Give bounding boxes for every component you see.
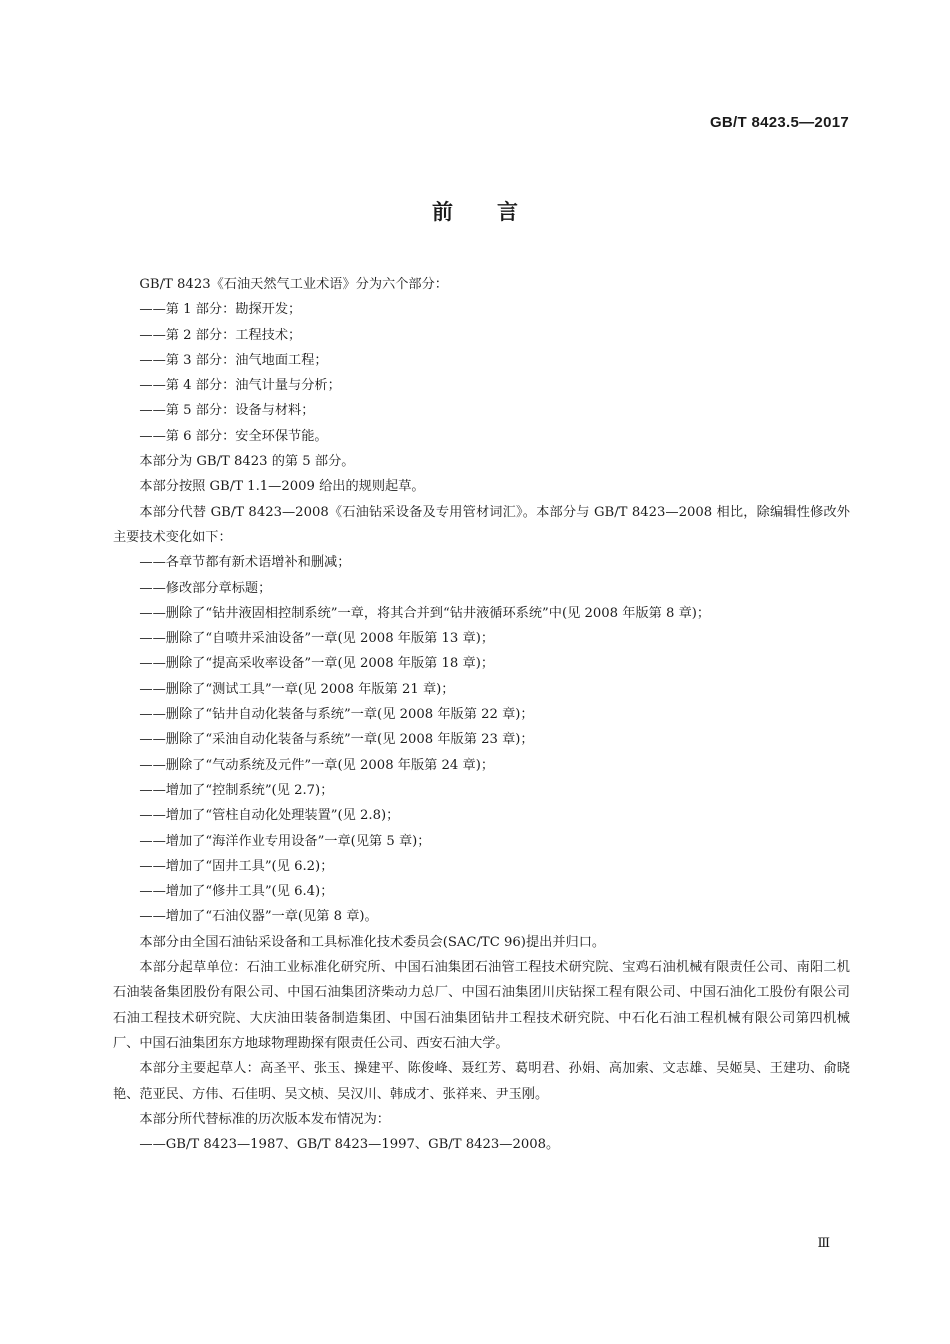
list-item: ——修改部分章标题；	[139, 580, 272, 596]
standard-code: GB/T 8423.5—2017	[709, 114, 849, 131]
list-item: ——删除了“气动系统及元件”一章(见 2008 年版第 24 章)；	[139, 757, 495, 773]
list-item: ——增加了“石油仪器”一章(见第 8 章)。	[139, 909, 378, 925]
list-item: ——各章节都有新术语增补和删减；	[139, 555, 351, 571]
list-item: ——第 2 部分：工程技术；	[139, 327, 302, 343]
list-item: ——GB/T 8423—1987、GB/T 8423—1997、GB/T 8423—2008。	[139, 1137, 560, 1153]
list-item: ——删除了“测试工具”一章(见 2008 年版第 21 章)；	[139, 681, 455, 697]
page-title: 前言	[432, 200, 562, 224]
paragraph: 本部分所代替标准的历次版本发布情况为：	[139, 1111, 390, 1127]
paragraph: 本部分起草单位：石油工业标准化研究所、中国石油集团石油管工程技术研究院、宝鸡石油机械有限责任公司、南阳二机石油装备集团股份有限公司、中国石油集团济柴动力总厂、中国石油集团川庆钻探工程有限公司、中国石油化工股份有限公司石油工程技术研究院、大庆油田装备制造集团、中国石油集团钻井工程技术研究院、中石化石油工程机械有限公司第四机械厂、中国石油集团东方地球物理勘探有限责任公司、西安石油大学。	[113, 960, 850, 1051]
list-item: ——增加了“海洋作业专用设备”一章(见第 5 章)；	[139, 833, 431, 849]
list-item: ——第 3 部分：油气地面工程；	[139, 352, 328, 368]
list-item: ——增加了“修井工具”(见 6.4)；	[139, 884, 334, 900]
list-item: ——增加了“控制系统”(见 2.7)；	[139, 782, 334, 798]
list-item: ——增加了“管柱自动化处理装置”(见 2.8)；	[139, 808, 400, 824]
list-item: ——第 5 部分：设备与材料；	[139, 403, 315, 419]
list-item: ——第 6 部分：安全环保节能。	[139, 428, 328, 444]
paragraph: 本部分代替 GB/T 8423—2008《石油钻采设备及专用管材词汇》。本部分与 GB/T 8423—2008 相比，除编辑性修改外主要技术变化如下：	[113, 504, 850, 545]
list-item: ——删除了“提高采收率设备”一章(见 2008 年版第 18 章)；	[139, 656, 495, 672]
list-item: ——删除了“钻井液固相控制系统”一章，将其合并到“钻井液循环系统”中(见 2008 年版第 8 章)；	[139, 605, 711, 621]
paragraph: 本部分按照 GB/T 1.1—2009 给出的规则起草。	[139, 479, 425, 495]
list-item: ——增加了“固井工具”(见 6.2)；	[139, 858, 334, 874]
list-item: ——删除了“自喷井采油设备”一章(见 2008 年版第 13 章)；	[139, 631, 495, 647]
paragraph: 本部分主要起草人：高圣平、张玉、操建平、陈俊峰、聂红芳、葛明君、孙娟、高加索、文志雄、吴姬昊、王建功、俞晓艳、范亚民、方伟、石佳明、吴文桢、吴汉川、韩成才、张祥来、尹玉刚。	[113, 1061, 850, 1102]
list-item: ——删除了“采油自动化装备与系统”一章(见 2008 年版第 23 章)；	[139, 732, 534, 748]
paragraph: 本部分由全国石油钻采设备和工具标准化技术委员会(SAC/TC 96)提出并归口。	[139, 934, 606, 950]
paragraph: 本部分为 GB/T 8423 的第 5 部分。	[139, 454, 355, 470]
list-item: ——删除了“钻井自动化装备与系统”一章(见 2008 年版第 22 章)；	[139, 707, 534, 723]
paragraph: GB/T 8423《石油天然气工业术语》分为六个部分：	[139, 277, 448, 292]
page-number: Ⅲ	[817, 1236, 830, 1251]
preface-body	[113, 272, 850, 1157]
list-item: ——第 1 部分：勘探开发；	[139, 302, 302, 318]
list-item: ——第 4 部分：油气计量与分析；	[139, 378, 341, 394]
